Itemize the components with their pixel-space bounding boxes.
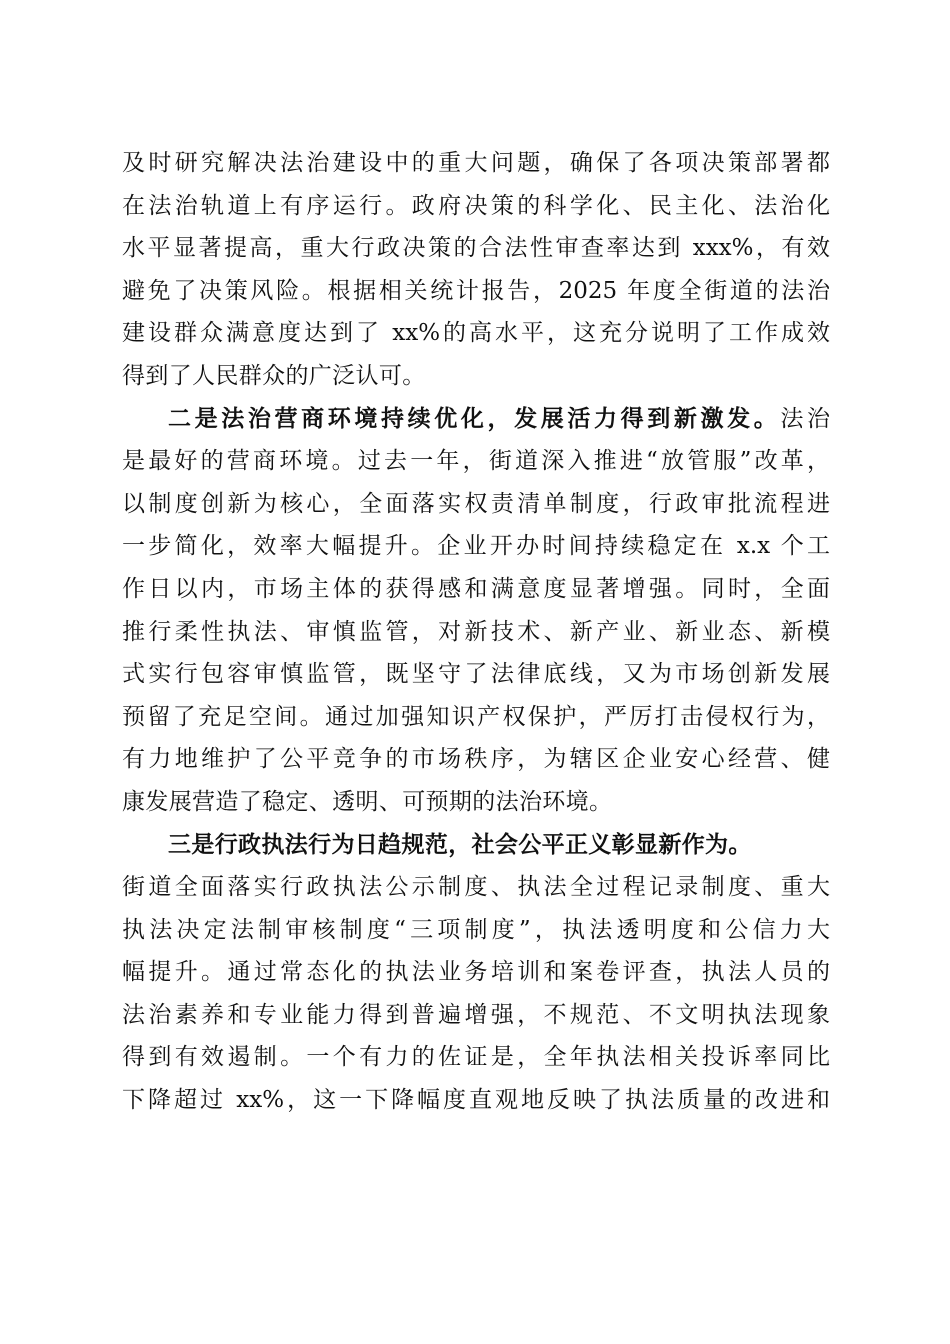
- line-text: 预留了充足空间。通过加强知识产权保护，严厉打击侵权行为，: [122, 703, 830, 730]
- text-line: [122, 824, 830, 867]
- line-text: 下降超过 xx%，这一下降幅度直观地反映了执法质量的改进和: [122, 1087, 830, 1114]
- text-line: [122, 1079, 830, 1122]
- line-text: 得到了人民群众的广泛认可。: [122, 362, 426, 389]
- paragraph: [122, 824, 830, 1122]
- text-line: [122, 994, 830, 1037]
- text-line: [122, 142, 830, 185]
- text-line: [122, 185, 830, 228]
- line-text: 得到有效遏制。一个有力的佐证是，全年执法相关投诉率同比: [122, 1044, 830, 1071]
- text-line: [122, 525, 830, 568]
- text-line: [122, 398, 830, 441]
- line-text: 避免了决策风险。根据相关统计报告，2025 年度全街道的法治: [122, 277, 830, 304]
- text-line: [122, 611, 830, 654]
- paragraph-heading: 二是法治营商环境持续优化，发展活力得到新激发。: [168, 404, 781, 432]
- document-page: [122, 142, 830, 1122]
- text-line: [122, 866, 830, 909]
- line-text: 法治素养和专业能力得到普遍增强，不规范、不文明执法现象: [122, 1001, 830, 1028]
- text-line: [122, 1036, 830, 1079]
- line-text: 在法治轨道上有序运行。政府决策的科学化、民主化、法治化: [122, 192, 830, 219]
- text-line: [122, 781, 830, 824]
- text-line: [122, 483, 830, 526]
- line-text: 水平显著提高，重大行政决策的合法性审查率达到 xxx%，有效: [122, 235, 830, 262]
- line-text: 街道全面落实行政执法公示制度、执法全过程记录制度、重大: [122, 874, 830, 901]
- text-line: [122, 270, 830, 313]
- text-line: [122, 909, 830, 952]
- line-text: 有力地维护了公平竞争的市场秩序，为辖区企业安心经营、健: [122, 746, 830, 773]
- paragraph-heading: 三是行政执法行为日趋规范，社会公平正义彰显新作为。: [168, 830, 752, 858]
- line-text: 幅提升。通过常态化的执法业务培训和案卷评查，执法人员的: [122, 959, 830, 986]
- line-text: 式实行包容审慎监管，既坚守了法律底线，又为市场创新发展: [122, 661, 830, 688]
- line-text: 作日以内，市场主体的获得感和满意度显著增强。同时，全面: [122, 575, 830, 602]
- line-text: 康发展营造了稳定、透明、可预期的法治环境。: [122, 788, 613, 815]
- line-text: 是最好的营商环境。过去一年，街道深入推进“放管服”改革，: [122, 448, 830, 475]
- text-line: [122, 312, 830, 355]
- text-line: [122, 696, 830, 739]
- text-line: [122, 568, 830, 611]
- text-line: [122, 227, 830, 270]
- line-text: 及时研究解决法治建设中的重大问题，确保了各项决策部署都: [122, 150, 830, 176]
- text-line: [122, 355, 830, 398]
- text-line: [122, 951, 830, 994]
- text-line: [122, 440, 830, 483]
- line-text: 推行柔性执法、审慎监管，对新技术、新产业、新业态、新模: [122, 618, 830, 645]
- line-text: 法治: [780, 405, 830, 432]
- line-text: 以制度创新为核心，全面落实权责清单制度，行政审批流程进: [122, 490, 830, 517]
- paragraph: [122, 142, 830, 398]
- text-line: [122, 653, 830, 696]
- line-text: 建设群众满意度达到了 xx%的高水平，这充分说明了工作成效: [122, 320, 830, 347]
- paragraph: [122, 398, 830, 824]
- line-text: 一步简化，效率大幅提升。企业开办时间持续稳定在 x.x 个工: [122, 533, 830, 560]
- line-text: 执法决定法制审核制度“三项制度”，执法透明度和公信力大: [122, 916, 830, 943]
- text-line: [122, 738, 830, 781]
